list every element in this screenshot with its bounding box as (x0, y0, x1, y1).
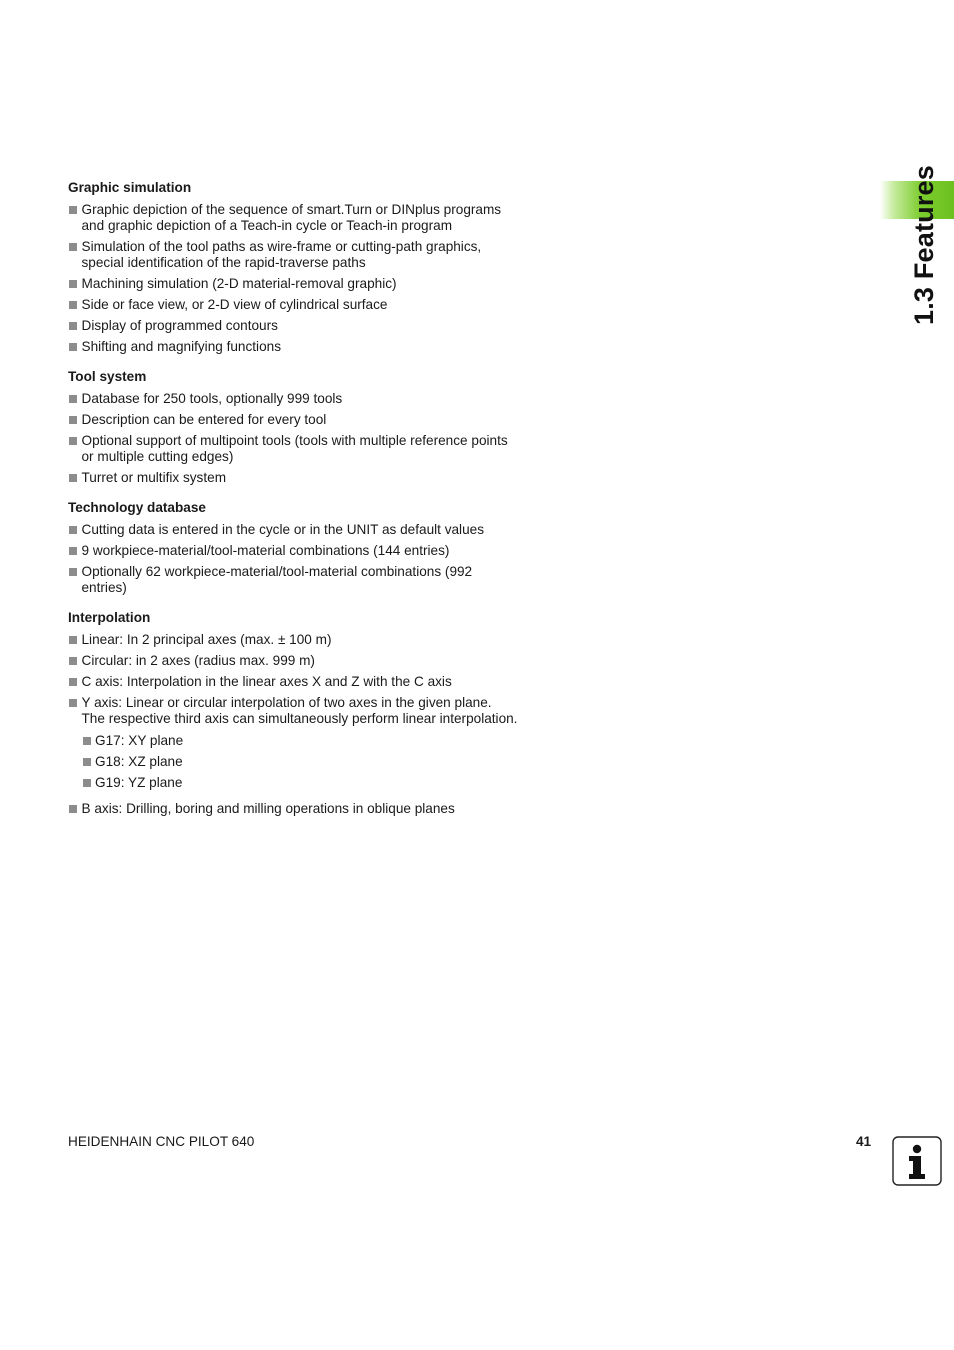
list-item: Display of programmed contours (68, 318, 518, 334)
list-item-y-axis (68, 695, 518, 791)
section-tool-system (68, 368, 518, 486)
list-item: B axis: Drilling, boring and milling operations in oblique planes (68, 801, 518, 817)
list-item: 9 workpiece-material/tool-material combinations (144 entries) (68, 543, 518, 559)
list-item: Description can be entered for every tool (68, 412, 518, 428)
list-item: Optionally 62 workpiece-material/tool-material combinations (992 entries) (68, 564, 518, 596)
section-graphic-simulation (68, 179, 518, 355)
list-item: Turret or multifix system (68, 470, 518, 486)
list-item: Graphic depiction of the sequence of smart.Turn or DINplus programs and graphic depiction of a Teach-in cycle or Teach-in program (68, 202, 518, 234)
list-item: Simulation of the tool paths as wire-frame or cutting-path graphics, special identification of the rapid-traverse paths (68, 239, 518, 271)
page-content (68, 179, 518, 830)
info-icon-graphic (892, 1136, 942, 1186)
list-item: Shifting and magnifying functions (68, 339, 518, 355)
section-title: Technology database (68, 500, 206, 515)
list-item: C axis: Interpolation in the linear axes X and Z with the C axis (68, 674, 518, 690)
list-item: Side or face view, or 2-D view of cylindrical surface (68, 297, 518, 313)
list-item: Linear: In 2 principal axes (max. ± 100 m) (68, 632, 518, 648)
list-item: Optional support of multipoint tools (tools with multiple reference points or multiple cutting edges) (68, 433, 518, 465)
bullet-list (68, 202, 518, 355)
chapter-label: 1.3 Features (909, 165, 939, 325)
list-item: Circular: in 2 axes (radius max. 999 m) (68, 653, 518, 669)
section-title: Graphic simulation (68, 180, 192, 195)
sub-list-item: G19: YZ plane (82, 775, 519, 791)
list-item: Machining simulation (2-D material-removal graphic) (68, 276, 518, 292)
info-icon (892, 1136, 942, 1186)
section-title: Tool system (68, 369, 147, 384)
sub-list-item: G18: XZ plane (82, 754, 519, 770)
list-item-text: Y axis: Linear or circular interpolation of two axes in the given plane. The respective third axis can simultaneously perform linear interpolation. (81, 695, 518, 726)
bullet-list (68, 391, 518, 486)
section-interpolation (68, 609, 518, 817)
page-number: 41 (856, 1134, 872, 1149)
footer-product-name: HEIDENHAIN CNC PILOT 640 (68, 1134, 255, 1149)
sub-bullet-list (82, 733, 519, 791)
sub-list-item: G17: XY plane (82, 733, 519, 749)
section-title: Interpolation (68, 610, 151, 625)
bullet-list (68, 522, 518, 596)
list-item: Cutting data is entered in the cycle or in the UNIT as default values (68, 522, 518, 538)
list-item: Database for 250 tools, optionally 999 tools (68, 391, 518, 407)
section-technology-database (68, 499, 518, 596)
bullet-list (68, 632, 518, 817)
